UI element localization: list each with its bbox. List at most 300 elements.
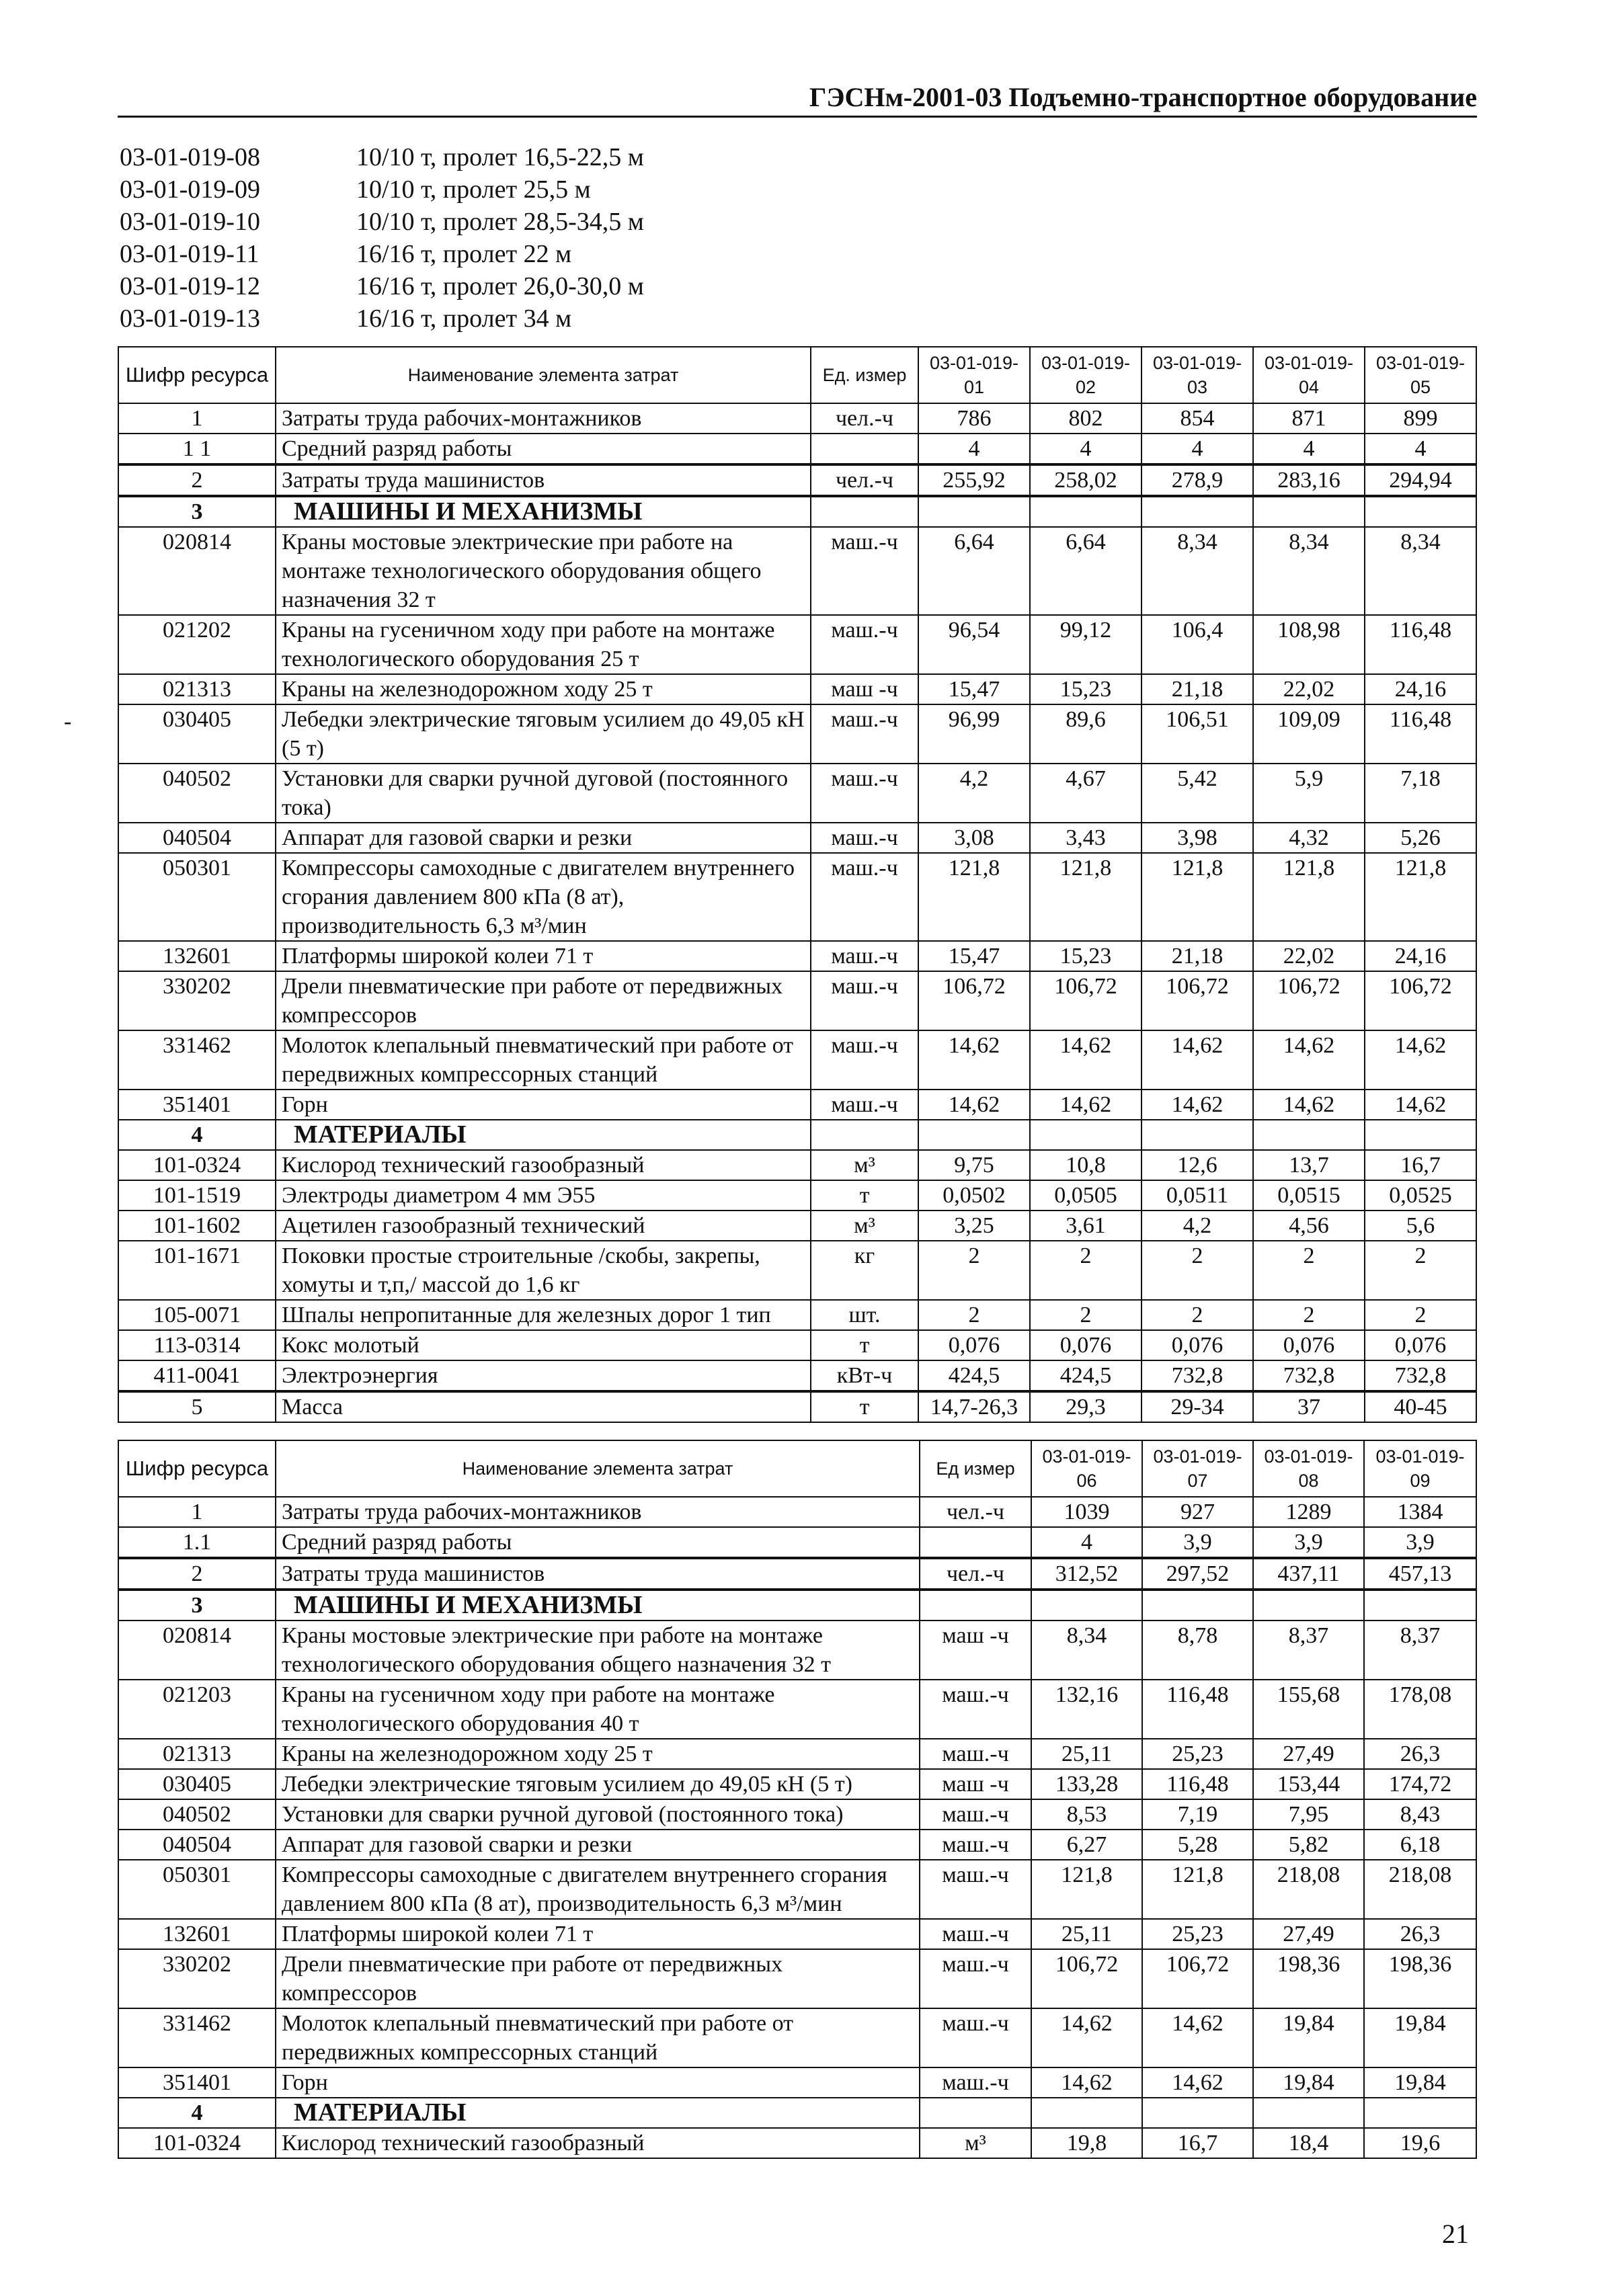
value-cell: 8,43 (1364, 1799, 1476, 1830)
value-cell: 4,2 (1142, 1211, 1253, 1241)
table-row (118, 1860, 1476, 1919)
value-cell: 14,62 (918, 1090, 1030, 1120)
value-cell: 19,8 (1031, 2128, 1142, 2158)
table-row (118, 1180, 1476, 1211)
value-cell (1031, 1590, 1142, 1621)
unit: м³ (811, 1211, 918, 1241)
resource-code: 113-0314 (118, 1330, 276, 1360)
table-row (118, 1211, 1476, 1241)
value-cell: 218,08 (1364, 1860, 1476, 1919)
column-header: Ед измер (920, 1440, 1031, 1497)
value-cell: 2 (918, 1300, 1030, 1330)
value-cell: 121,8 (1031, 1860, 1142, 1919)
value-cell: 25,11 (1031, 1919, 1142, 1949)
resource-code: 2 (118, 1558, 276, 1590)
value-cell: 96,54 (918, 615, 1030, 674)
value-cell: 854 (1142, 403, 1253, 434)
value-cell: 8,37 (1253, 1621, 1364, 1680)
value-cell: 14,62 (1365, 1090, 1476, 1120)
value-cell: 5,26 (1365, 823, 1476, 853)
value-cell: 927 (1142, 1497, 1253, 1527)
value-cell: 21,18 (1142, 674, 1253, 704)
cost-element-name: Масса (276, 1391, 811, 1422)
cost-element-name: Краны мостовые электрические при работе на монтаже технологического оборудования общего назначения 32 т (276, 527, 811, 615)
cost-element-name: Кокс молотый (276, 1330, 811, 1360)
table-row (118, 1497, 1476, 1527)
table-row (118, 1558, 1476, 1590)
page-number: 21 (1442, 2219, 1469, 2249)
value-cell: 12,6 (1142, 1150, 1253, 1180)
value-cell: 14,62 (1253, 1030, 1365, 1090)
value-cell: 0,0525 (1365, 1180, 1476, 1211)
cost-element-name: Молоток клепальный пневматический при работе от передвижных компрессорных станций (276, 2008, 920, 2067)
value-cell: 96,99 (918, 704, 1030, 764)
code-list-code: 03-01-019-08 (120, 143, 260, 171)
unit: маш.-ч (811, 823, 918, 853)
value-cell: 2 (918, 1241, 1030, 1300)
cost-element-name: Горн (276, 1090, 811, 1120)
table-row (118, 941, 1476, 971)
value-cell: 2 (1030, 1241, 1142, 1300)
table-row (118, 496, 1476, 527)
value-cell: 19,84 (1253, 2008, 1364, 2067)
cost-element-name: Краны на гусеничном ходу при работе на монтаже технологического оборудования 25 т (276, 615, 811, 674)
value-cell: 4,32 (1253, 823, 1365, 853)
resource-code: 021313 (118, 1739, 276, 1769)
table-row (118, 1621, 1476, 1680)
unit: м³ (920, 2128, 1031, 2158)
value-cell: 89,6 (1030, 704, 1142, 764)
value-cell: 3,9 (1364, 1527, 1476, 1558)
value-cell: 6,18 (1364, 1830, 1476, 1860)
table-row (118, 2008, 1476, 2067)
cost-element-name: Дрели пневматические при работе от передвижных компрессоров (276, 1949, 920, 2008)
table-row (118, 1330, 1476, 1360)
value-cell: 9,75 (918, 1150, 1030, 1180)
unit: маш.-ч (811, 1030, 918, 1090)
value-cell: 3,98 (1142, 823, 1253, 853)
resource-code: 101-1671 (118, 1241, 276, 1300)
value-cell (1364, 1590, 1476, 1621)
value-cell (1253, 1590, 1364, 1621)
unit: чел.-ч (811, 403, 918, 434)
value-cell: 3,25 (918, 1211, 1030, 1241)
value-cell: 116,48 (1365, 615, 1476, 674)
value-cell: 18,4 (1253, 2128, 1364, 2158)
value-cell (1030, 496, 1142, 527)
value-cell: 29,3 (1030, 1391, 1142, 1422)
value-cell: 0,076 (1253, 1330, 1365, 1360)
cost-element-name: Средний разряд работы (276, 1527, 920, 1558)
cost-element-name: Компрессоры самоходные с двигателем внутреннего сгорания давлением 800 кПа (8 ат), производительность 6,3 м³/мин (276, 853, 811, 941)
value-cell: 106,72 (1031, 1949, 1142, 2008)
value-cell: 19,6 (1364, 2128, 1476, 2158)
value-cell: 15,23 (1030, 941, 1142, 971)
value-cell: 4,2 (918, 764, 1030, 823)
value-cell: 40-45 (1365, 1391, 1476, 1422)
unit: маш.-ч (920, 1919, 1031, 1949)
cost-element-name: Кислород технический газообразный (276, 2128, 920, 2158)
cost-element-name: Затраты труда машинистов (276, 464, 811, 496)
value-cell: 312,52 (1031, 1558, 1142, 1590)
value-cell: 26,3 (1364, 1739, 1476, 1769)
value-cell: 19,84 (1364, 2008, 1476, 2067)
cost-element-name: Платформы широкой колеи 71 т (276, 1919, 920, 1949)
value-cell: 871 (1253, 403, 1365, 434)
unit: маш.-ч (920, 2008, 1031, 2067)
value-cell: 37 (1253, 1391, 1365, 1422)
value-cell: 153,44 (1253, 1769, 1364, 1799)
value-cell: 21,18 (1142, 941, 1253, 971)
resource-code: 1 (118, 1497, 276, 1527)
code-list-item (120, 270, 644, 302)
unit: кг (811, 1241, 918, 1300)
code-list-item (120, 206, 644, 238)
resource-code: 040502 (118, 764, 276, 823)
code-list-description: 16/16 т, пролет 34 м (356, 304, 572, 333)
cost-element-name: Установки для сварки ручной дуговой (постоянного тока) (276, 1799, 920, 1830)
value-cell: 3,9 (1253, 1527, 1364, 1558)
code-list-description: 10/10 т, пролет 28,5-34,5 м (356, 208, 644, 236)
resource-code: 101-0324 (118, 2128, 276, 2158)
resource-code: 021203 (118, 1680, 276, 1739)
value-cell: 10,8 (1030, 1150, 1142, 1180)
cost-element-name: Поковки простые строительные /скобы, закрепы, хомуты и т,п,/ массой до 1,6 кг (276, 1241, 811, 1300)
value-cell: 198,36 (1364, 1949, 1476, 2008)
cost-element-name: Электроэнергия (276, 1360, 811, 1391)
value-cell: 14,62 (1365, 1030, 1476, 1090)
resource-code: 330202 (118, 1949, 276, 2008)
value-cell: 22,02 (1253, 674, 1365, 704)
value-cell: 29-34 (1142, 1391, 1253, 1422)
value-cell: 8,53 (1031, 1799, 1142, 1830)
value-cell: 174,72 (1364, 1769, 1476, 1799)
unit: маш.-ч (920, 1739, 1031, 1769)
value-cell: 278,9 (1142, 464, 1253, 496)
value-cell: 0,076 (1365, 1330, 1476, 1360)
value-cell: 8,37 (1364, 1621, 1476, 1680)
cost-element-name: Затраты труда машинистов (276, 1558, 920, 1590)
value-cell: 16,7 (1142, 2128, 1253, 2158)
code-list-description: 10/10 т, пролет 25,5 м (356, 175, 591, 204)
cost-element-name: Аппарат для газовой сварки и резки (276, 823, 811, 853)
resource-code: 331462 (118, 1030, 276, 1090)
value-cell: 3,08 (918, 823, 1030, 853)
column-header-code: 03-01-019-01 (918, 347, 1030, 403)
resource-code: 2 (118, 464, 276, 496)
value-cell: 1289 (1253, 1497, 1364, 1527)
value-cell (918, 1120, 1030, 1150)
value-cell: 121,8 (1253, 853, 1365, 941)
unit: т (811, 1180, 918, 1211)
unit (811, 496, 918, 527)
resource-table-2 (118, 1440, 1477, 2159)
resource-code: 020814 (118, 1621, 276, 1680)
value-cell: 297,52 (1142, 1558, 1253, 1590)
value-cell: 8,78 (1142, 1621, 1253, 1680)
value-cell: 3,9 (1142, 1527, 1253, 1558)
value-cell: 132,16 (1031, 1680, 1142, 1739)
value-cell: 2 (1365, 1241, 1476, 1300)
unit: чел.-ч (920, 1497, 1031, 1527)
table-row (118, 464, 1476, 496)
table-row (118, 971, 1476, 1030)
cost-element-name: МАШИНЫ И МЕХАНИЗМЫ (276, 496, 811, 527)
unit: шт. (811, 1300, 918, 1330)
unit: чел.-ч (920, 1558, 1031, 1590)
value-cell: 25,23 (1142, 1919, 1253, 1949)
value-cell: 424,5 (1030, 1360, 1142, 1391)
value-cell: 3,61 (1030, 1211, 1142, 1241)
cost-element-name: Платформы широкой колеи 71 т (276, 941, 811, 971)
resource-code: 1 1 (118, 434, 276, 464)
resource-code: 5 (118, 1391, 276, 1422)
unit: маш.-ч (920, 1949, 1031, 2008)
value-cell: 8,34 (1031, 1621, 1142, 1680)
unit: маш.-ч (920, 1680, 1031, 1739)
resource-code-list (120, 141, 644, 335)
unit: маш.-ч (811, 527, 918, 615)
cost-element-name: Компрессоры самоходные с двигателем внутреннего сгорания давлением 800 кПа (8 ат), производительность 6,3 м³/мин (276, 1860, 920, 1919)
resource-code: 3 (118, 496, 276, 527)
resource-code: 050301 (118, 1860, 276, 1919)
resource-code: 101-1602 (118, 1211, 276, 1241)
column-header-code: 03-01-019-06 (1031, 1440, 1142, 1497)
value-cell: 5,42 (1142, 764, 1253, 823)
table-row (118, 1799, 1476, 1830)
value-cell: 14,62 (1253, 1090, 1365, 1120)
table-row (118, 1527, 1476, 1558)
resource-code: 1.1 (118, 1527, 276, 1558)
value-cell: 106,72 (1365, 971, 1476, 1030)
value-cell: 106,72 (1253, 971, 1365, 1030)
value-cell: 109,09 (1253, 704, 1365, 764)
unit: т (811, 1330, 918, 1360)
value-cell (1364, 2098, 1476, 2128)
value-cell: 0,076 (1142, 1330, 1253, 1360)
value-cell: 283,16 (1253, 464, 1365, 496)
code-list-code: 03-01-019-09 (120, 175, 260, 204)
value-cell: 106,72 (1142, 1949, 1253, 2008)
unit: маш -ч (811, 674, 918, 704)
value-cell: 4,67 (1030, 764, 1142, 823)
value-cell: 106,72 (918, 971, 1030, 1030)
unit: маш -ч (920, 1621, 1031, 1680)
unit: маш.-ч (811, 971, 918, 1030)
value-cell: 2 (1142, 1300, 1253, 1330)
value-cell: 7,19 (1142, 1799, 1253, 1830)
unit (920, 1527, 1031, 1558)
value-cell: 218,08 (1253, 1860, 1364, 1919)
value-cell: 258,02 (1030, 464, 1142, 496)
value-cell: 14,62 (1031, 2067, 1142, 2098)
value-cell: 121,8 (918, 853, 1030, 941)
value-cell: 121,8 (1030, 853, 1142, 941)
value-cell: 116,48 (1142, 1769, 1253, 1799)
unit: маш.-ч (811, 764, 918, 823)
value-cell: 15,47 (918, 674, 1030, 704)
value-cell: 0,0515 (1253, 1180, 1365, 1211)
cost-element-name: Краны мостовые электрические при работе на монтаже технологического оборудования общего назначения 32 т (276, 1621, 920, 1680)
cost-element-name: МАШИНЫ И МЕХАНИЗМЫ (276, 1590, 920, 1621)
code-list-description: 16/16 т, пролет 26,0-30,0 м (356, 272, 644, 300)
value-cell: 24,16 (1365, 674, 1476, 704)
value-cell: 2 (1365, 1300, 1476, 1330)
unit: чел.-ч (811, 464, 918, 496)
cost-element-name: Молоток клепальный пневматический при работе от передвижных компрессорных станций (276, 1030, 811, 1090)
value-cell: 106,72 (1030, 971, 1142, 1030)
code-list-item (120, 141, 644, 173)
value-cell: 27,49 (1253, 1919, 1364, 1949)
table-row (118, 1919, 1476, 1949)
value-cell: 1039 (1031, 1497, 1142, 1527)
table-row (118, 1769, 1476, 1799)
value-cell: 2 (1030, 1300, 1142, 1330)
column-header-code: 03-01-019-08 (1253, 1440, 1364, 1497)
value-cell: 0,0502 (918, 1180, 1030, 1211)
unit (811, 434, 918, 464)
value-cell: 106,4 (1142, 615, 1253, 674)
table-row (118, 615, 1476, 674)
unit (920, 2098, 1031, 2128)
unit: маш -ч (920, 1769, 1031, 1799)
resource-code: 021313 (118, 674, 276, 704)
value-cell (1142, 2098, 1253, 2128)
resource-code: 020814 (118, 527, 276, 615)
value-cell: 25,23 (1142, 1739, 1253, 1769)
value-cell: 198,36 (1253, 1949, 1364, 2008)
value-cell (918, 496, 1030, 527)
cost-element-name: Краны на железнодорожном ходу 25 т (276, 674, 811, 704)
cost-element-name: Шпалы непропитанные для железных дорог 1 тип (276, 1300, 811, 1330)
value-cell (1142, 496, 1253, 527)
value-cell: 4 (1031, 1527, 1142, 1558)
value-cell: 6,64 (918, 527, 1030, 615)
value-cell: 899 (1365, 403, 1476, 434)
value-cell: 14,7-26,3 (918, 1391, 1030, 1422)
page-header: ГЭСНм-2001-03 Подъемно-транспортное оборудование (118, 79, 1477, 118)
value-cell: 108,98 (1253, 615, 1365, 674)
value-cell: 133,28 (1031, 1769, 1142, 1799)
value-cell: 4 (1142, 434, 1253, 464)
cost-element-name: Установки для сварки ручной дуговой (постоянного тока) (276, 764, 811, 823)
value-cell: 6,27 (1031, 1830, 1142, 1860)
value-cell: 4 (1365, 434, 1476, 464)
cost-element-name: МАТЕРИАЛЫ (276, 2098, 920, 2128)
value-cell: 2 (1253, 1300, 1365, 1330)
resource-code: 331462 (118, 2008, 276, 2067)
code-list-code: 03-01-019-10 (120, 208, 260, 236)
value-cell: 14,62 (1031, 2008, 1142, 2067)
table-row (118, 1300, 1476, 1330)
cost-element-name: Краны на железнодорожном ходу 25 т (276, 1739, 920, 1769)
resource-code: 101-1519 (118, 1180, 276, 1211)
resource-code: 030405 (118, 704, 276, 764)
resource-code: 101-0324 (118, 1150, 276, 1180)
table-row (118, 434, 1476, 464)
cost-element-name: Ацетилен газообразный технический (276, 1211, 811, 1241)
value-cell: 14,62 (1142, 1090, 1253, 1120)
value-cell: 14,62 (1142, 2067, 1253, 2098)
value-cell: 27,49 (1253, 1739, 1364, 1769)
table-row (118, 853, 1476, 941)
unit: маш.-ч (920, 1860, 1031, 1919)
value-cell: 732,8 (1253, 1360, 1365, 1391)
margin-mark: - (64, 709, 72, 734)
value-cell: 99,12 (1030, 615, 1142, 674)
value-cell: 116,48 (1365, 704, 1476, 764)
value-cell: 25,11 (1031, 1739, 1142, 1769)
value-cell: 1384 (1364, 1497, 1476, 1527)
resource-code: 351401 (118, 1090, 276, 1120)
cost-element-name: Средний разряд работы (276, 434, 811, 464)
value-cell: 5,6 (1365, 1211, 1476, 1241)
unit: маш.-ч (920, 1830, 1031, 1860)
code-list-item (120, 173, 644, 206)
table-row (118, 1949, 1476, 2008)
value-cell: 14,62 (1030, 1090, 1142, 1120)
value-cell (1142, 1120, 1253, 1150)
resource-table-1 (118, 346, 1477, 1423)
value-cell: 437,11 (1253, 1558, 1364, 1590)
table-row (118, 1120, 1476, 1150)
resource-code: 4 (118, 1120, 276, 1150)
resource-code: 040502 (118, 1799, 276, 1830)
value-cell: 22,02 (1253, 941, 1365, 971)
table-row (118, 2128, 1476, 2158)
value-cell: 457,13 (1364, 1558, 1476, 1590)
value-cell (1365, 1120, 1476, 1150)
value-cell: 15,23 (1030, 674, 1142, 704)
value-cell: 106,51 (1142, 704, 1253, 764)
value-cell: 0,0505 (1030, 1180, 1142, 1211)
resource-code: 3 (118, 1590, 276, 1621)
value-cell: 14,62 (918, 1030, 1030, 1090)
value-cell: 0,076 (1030, 1330, 1142, 1360)
code-list-description: 16/16 т, пролет 22 м (356, 240, 572, 268)
unit: маш.-ч (811, 853, 918, 941)
cost-element-name: Затраты труда рабочих-монтажников (276, 403, 811, 434)
value-cell: 24,16 (1365, 941, 1476, 971)
resource-code: 4 (118, 2098, 276, 2128)
table-row (118, 1391, 1476, 1422)
value-cell: 121,8 (1142, 1860, 1253, 1919)
unit (811, 1120, 918, 1150)
value-cell: 255,92 (918, 464, 1030, 496)
value-cell: 4 (1253, 434, 1365, 464)
value-cell: 732,8 (1142, 1360, 1253, 1391)
table-row (118, 1739, 1476, 1769)
table-row (118, 1830, 1476, 1860)
cost-element-name: Краны на гусеничном ходу при работе на монтаже технологического оборудования 40 т (276, 1680, 920, 1739)
value-cell: 5,82 (1253, 1830, 1364, 1860)
value-cell: 26,3 (1364, 1919, 1476, 1949)
value-cell: 178,08 (1364, 1680, 1476, 1739)
value-cell: 121,8 (1142, 853, 1253, 941)
value-cell (1365, 496, 1476, 527)
value-cell (1142, 1590, 1253, 1621)
unit: м³ (811, 1150, 918, 1180)
resource-code: 030405 (118, 1769, 276, 1799)
table-row (118, 704, 1476, 764)
table-row (118, 1030, 1476, 1090)
table-row (118, 674, 1476, 704)
value-cell: 8,34 (1142, 527, 1253, 615)
value-cell: 155,68 (1253, 1680, 1364, 1739)
code-list-code: 03-01-019-11 (120, 240, 259, 268)
resource-code: 040504 (118, 1830, 276, 1860)
table-row (118, 1241, 1476, 1300)
